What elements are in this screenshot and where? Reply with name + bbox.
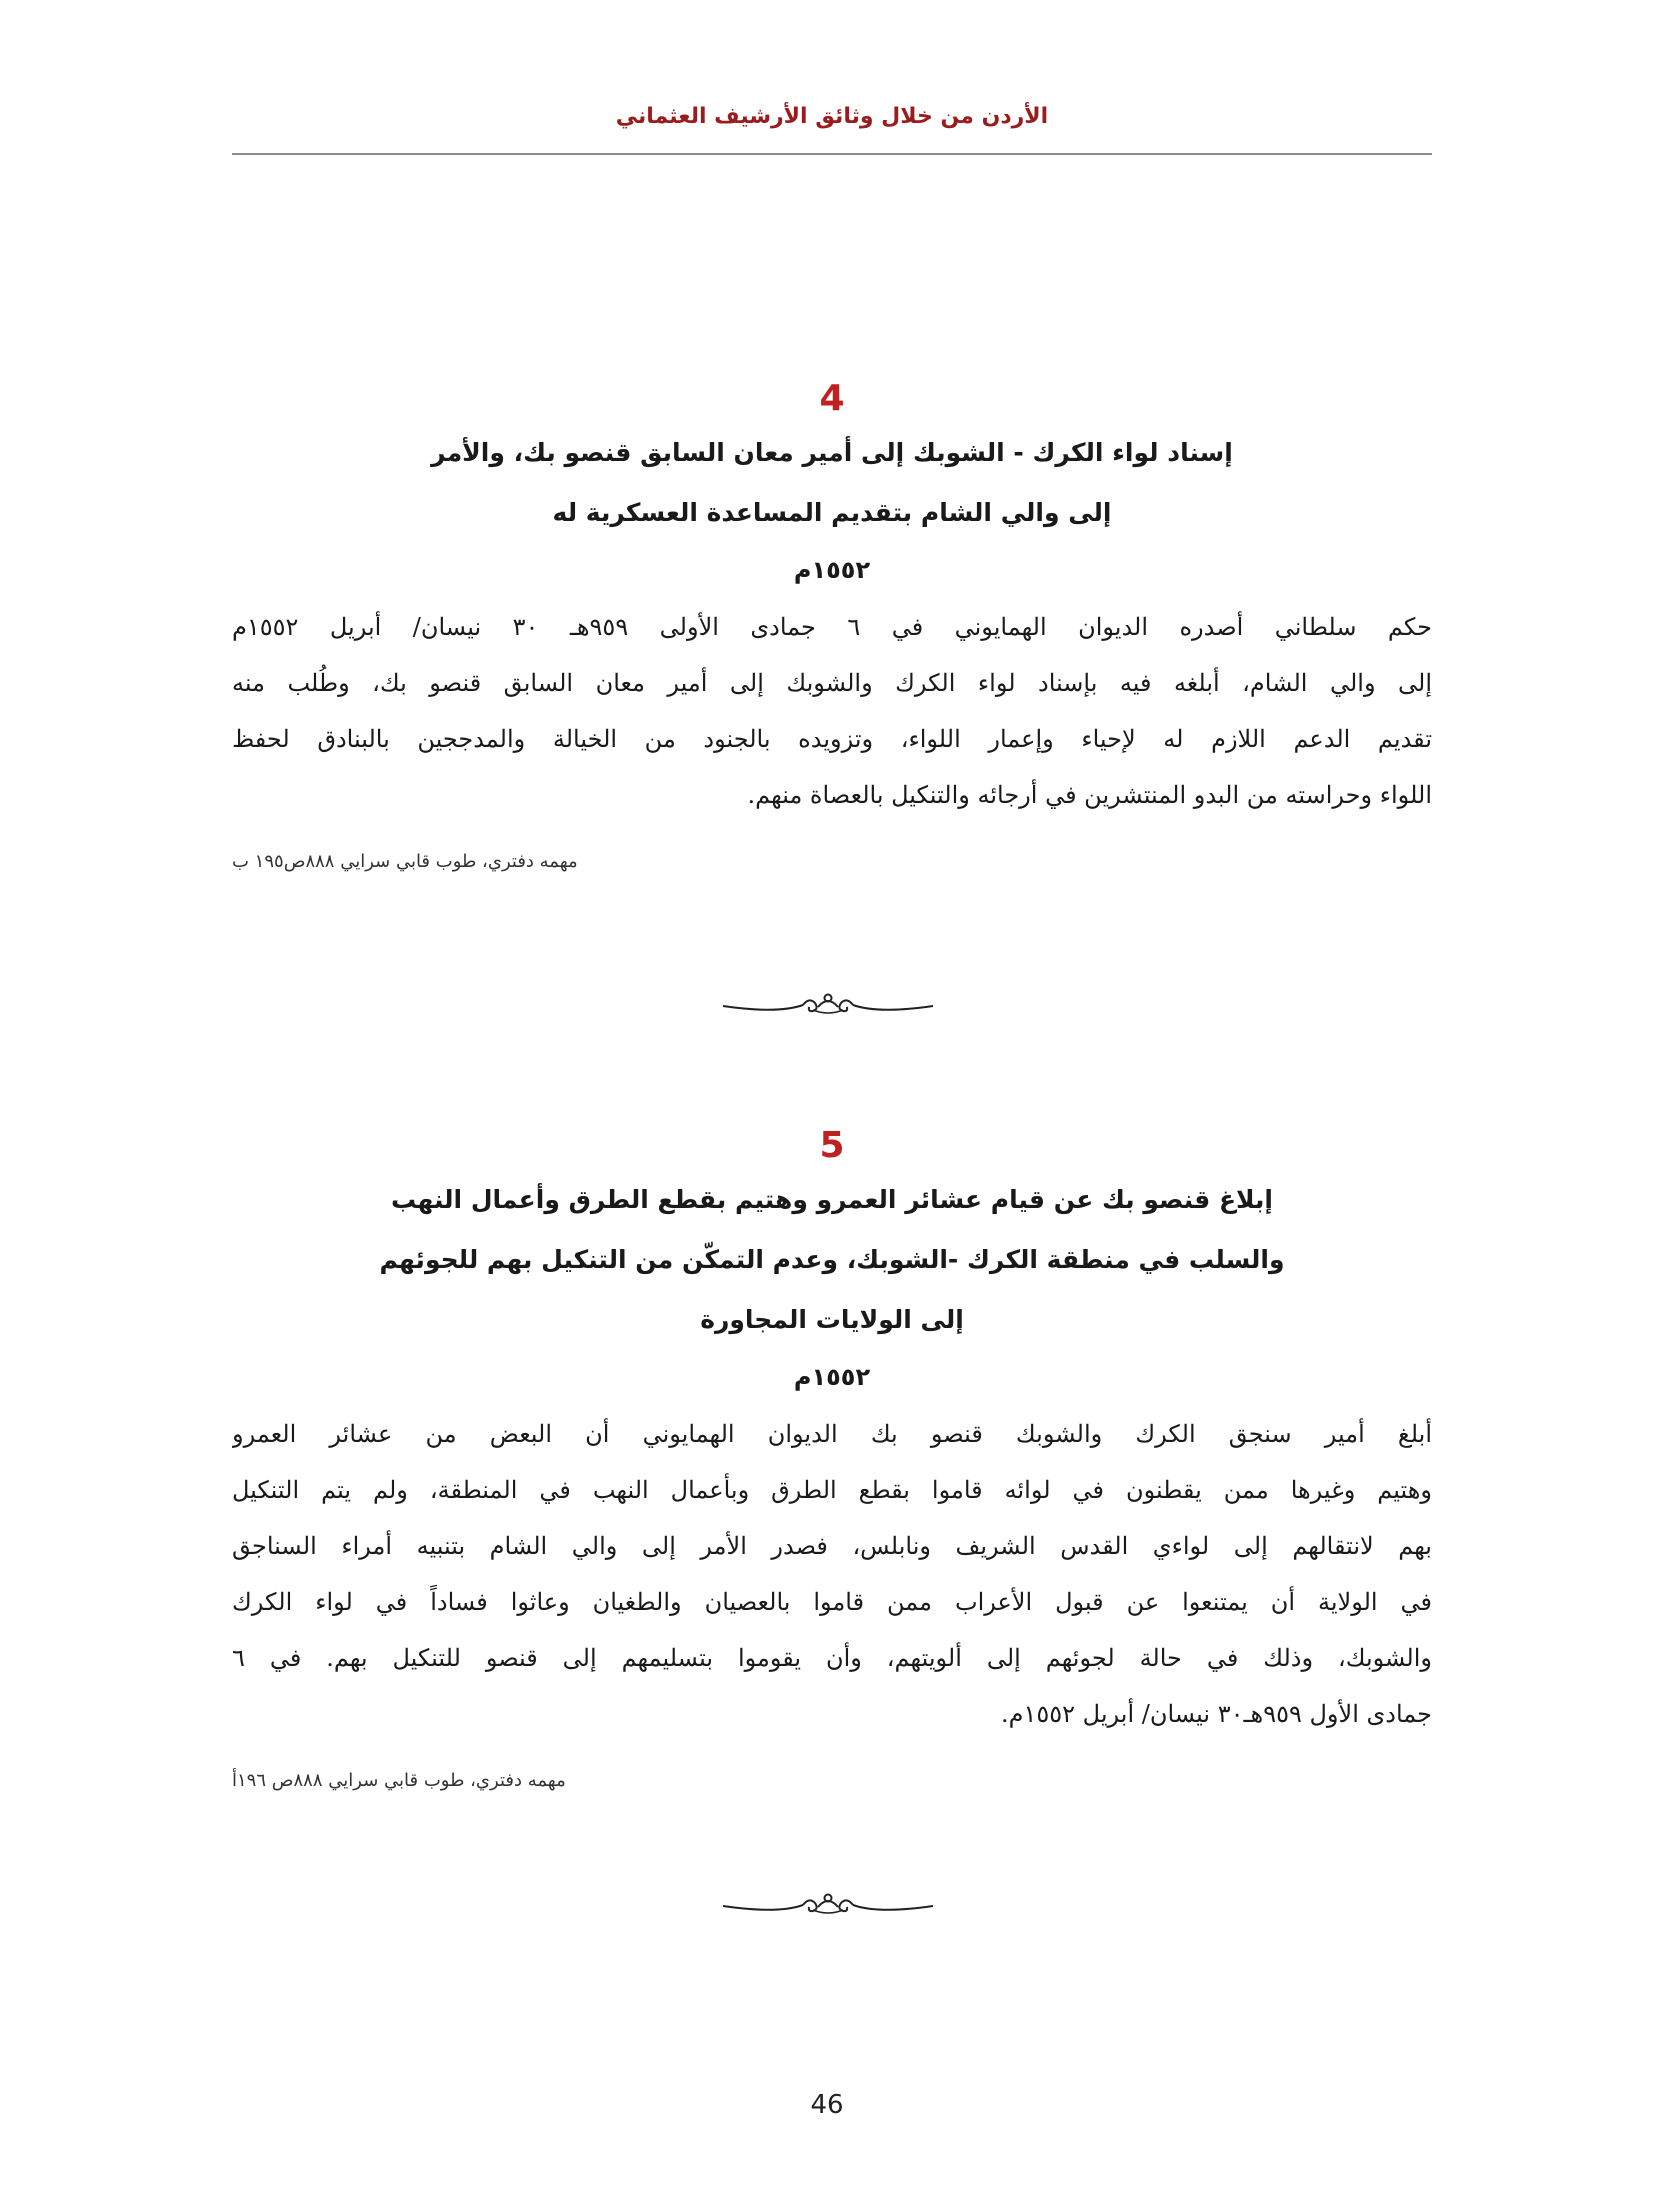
section-body: [232, 1406, 1432, 1742]
archive-reference-text: مهمه دفتري، طوب قابي سرايي ٨٨٨ص ١٩٦أ: [232, 1770, 566, 1791]
body-line: جمادى الأول ٩٥٩هـ٣٠ نيسان/ أبريل ١٥٥٢م.: [1000, 1700, 1432, 1728]
scroll-ornament-icon: [718, 1890, 938, 1920]
body-line: إلى والي الشام، أبلغه فيه بإسناد لواء الكرك والشوبك إلى أمير معان السابق قنصو بك، وطُلب منه: [232, 669, 1432, 697]
body-line: والشوبك، وذلك في حالة لجوئهم إلى ألويتهم، وأن يقوموا بتسليمهم إلى قنصو للتنكيل بهم. في ٦: [232, 1644, 1432, 1672]
section-title-line: إسناد لواء الكرك - الشوبك إلى أمير معان السابق قنصو بك، والأمر: [431, 438, 1233, 467]
archive-reference: [232, 1770, 1432, 1791]
body-line: حكم سلطاني أصدره الديوان الهمايوني في ٦ جمادى الأولى ٩٥٩هـ ٣٠ نيسان/ أبريل ١٥٥٢م: [232, 613, 1432, 641]
archive-reference: [232, 851, 1432, 872]
body-line: في الولاية أن يمتنعوا عن قبول الأعراب ممن قاموا بالعصيان والطغيان وعاثوا فساداً في لواء الكرك: [232, 1588, 1432, 1616]
section-title-line: إلى الولايات المجاورة: [700, 1305, 964, 1334]
section-title-line: والسلب في منطقة الكرك -الشوبك، وعدم التمكّن من التنكيل بهم للجوئهم: [379, 1245, 1285, 1274]
section-year: ١٥٥٢م: [793, 1363, 871, 1391]
section-body: [232, 599, 1432, 823]
header-rule: [232, 153, 1432, 155]
document-section-5: [232, 1125, 1432, 1791]
document-section-4: [232, 378, 1432, 872]
body-line: أبلغ أمير سنجق الكرك والشوبك قنصو بك الديوان الهمايوني أن البعض من عشائر العمرو: [232, 1420, 1432, 1448]
section-title: [232, 423, 1432, 543]
section-number: 5: [819, 1125, 845, 1166]
archive-reference-text: مهمه دفتري، طوب قابي سرايي ٨٨٨ص١٩٥ ب: [232, 851, 578, 872]
body-line: وهتيم وغيرها ممن يقطنون في لوائه قاموا بقطع الطرق وبأعمال النهب في المنطقة، ولم يتم التنكيل: [232, 1476, 1432, 1504]
page-number: 46: [810, 2090, 844, 2120]
section-title-line: إبلاغ قنصو بك عن قيام عشائر العمرو وهتيم بقطع الطرق وأعمال النهب: [391, 1185, 1273, 1214]
body-line: تقديم الدعم اللازم له لإحياء وإعمار اللواء، وتزويده بالجنود من الخيالة والمدججين بالبنادق لحفظ: [232, 725, 1432, 753]
section-number: 4: [819, 378, 845, 419]
section-year: ١٥٥٢م: [793, 556, 871, 584]
section-title: [232, 1170, 1432, 1350]
body-line: اللواء وحراسته من البدو المنتشرين في أرجائه والتنكيل بالعصاة منهم.: [747, 781, 1432, 809]
running-header: الأردن من خلال وثائق الأرشيف العثماني: [615, 104, 1049, 129]
scroll-ornament-icon: [718, 990, 938, 1020]
section-title-line: إلى والي الشام بتقديم المساعدة العسكرية له: [552, 498, 1112, 527]
body-line: بهم لانتقالهم إلى لواءي القدس الشريف ونابلس، فصدر الأمر إلى والي الشام بتنبيه أمراء السناجق: [232, 1532, 1432, 1560]
